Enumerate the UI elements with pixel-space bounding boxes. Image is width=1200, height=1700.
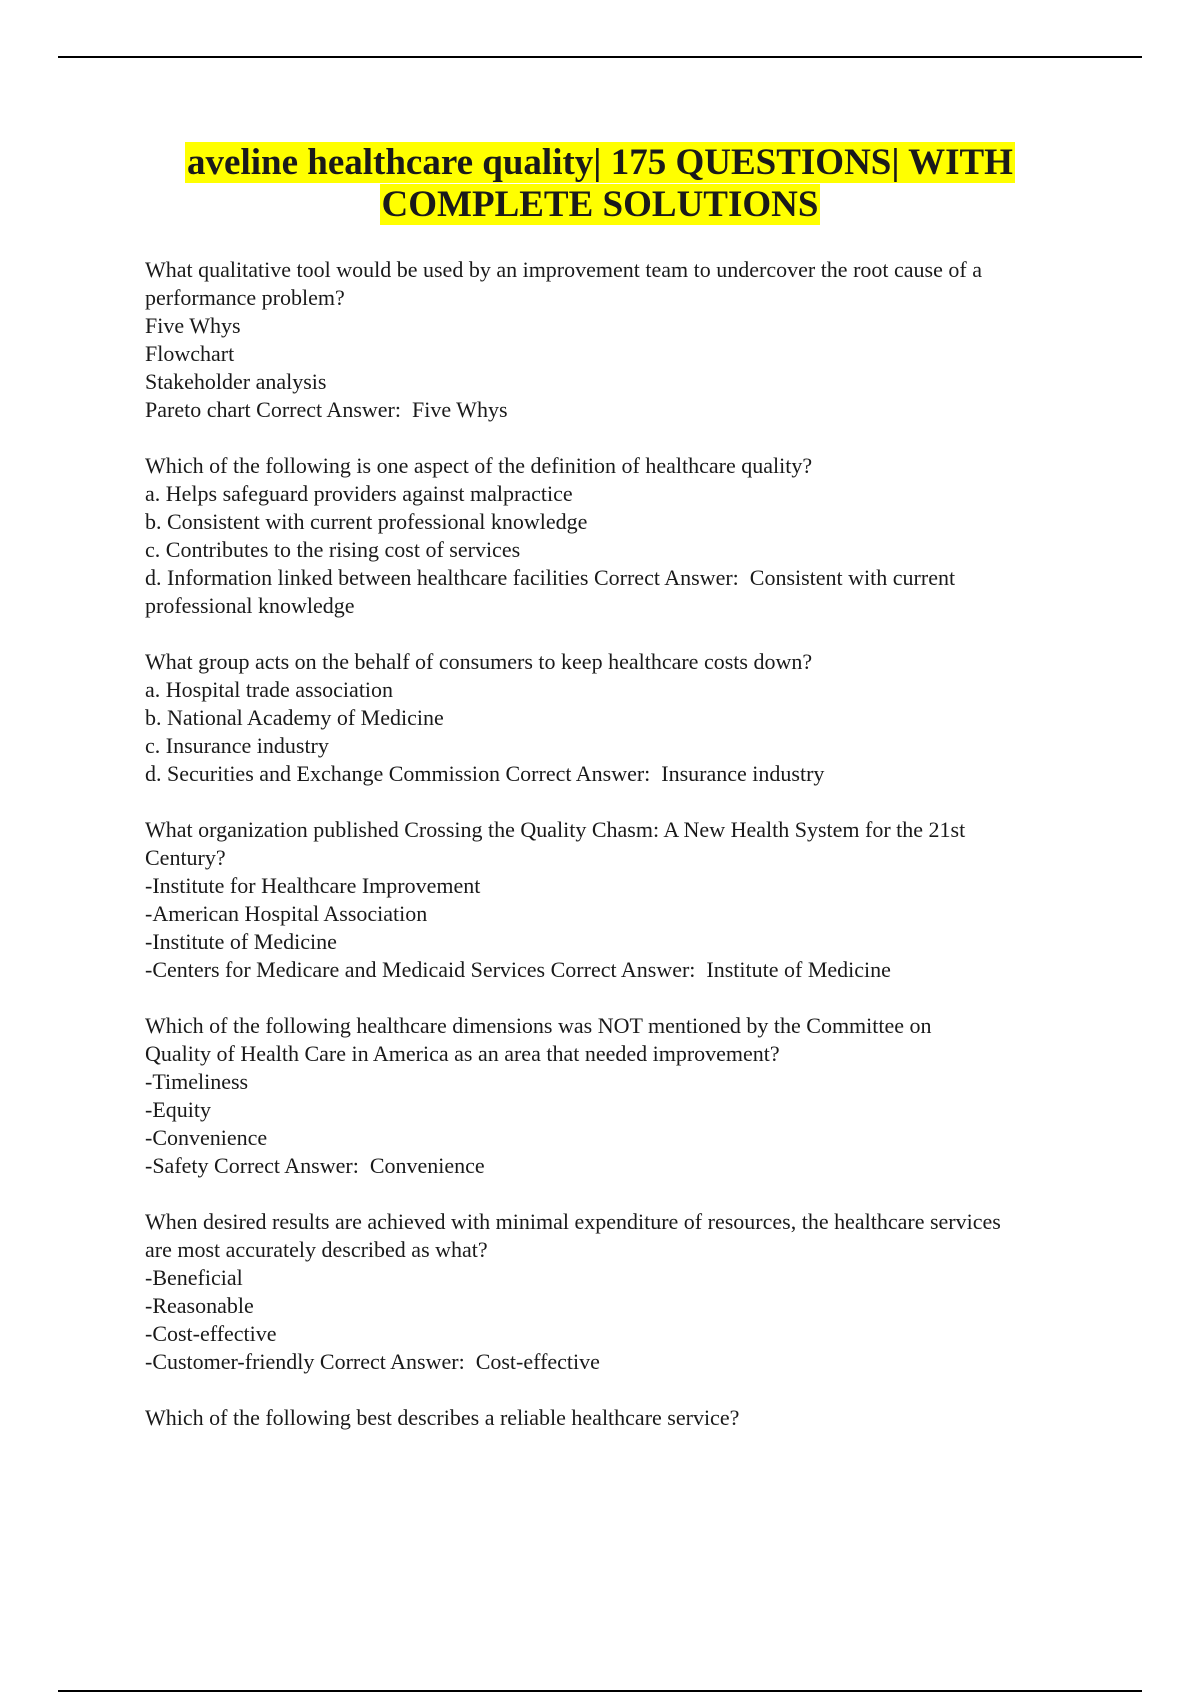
question-list [145, 256, 1105, 1460]
title-line-1: aveline healthcare quality| 175 QUESTIONS| WITH [187, 142, 1013, 183]
question-block [145, 648, 1105, 788]
answer-option: -Timeliness [145, 1069, 249, 1094]
answer-option-with-correct-answer: -Safety Correct Answer: Convenience [145, 1153, 485, 1178]
answer-option-with-correct-answer: -Customer-friendly Correct Answer: Cost-effective [145, 1349, 600, 1374]
answer-option: -American Hospital Association [145, 901, 428, 926]
question-text: When desired results are achieved with minimal expenditure of resources, the healthcare services [145, 1209, 1001, 1234]
answer-option-with-correct-answer: d. Information linked between healthcare facilities Correct Answer: Consistent with current [145, 565, 956, 590]
title-line-2: COMPLETE SOLUTIONS [381, 184, 819, 225]
question-text: Quality of Health Care in America as an area that needed improvement? [145, 1041, 780, 1066]
answer-option-with-correct-answer: -Centers for Medicare and Medicaid Services Correct Answer: Institute of Medicine [145, 957, 891, 982]
answer-option: Five Whys [145, 313, 241, 338]
answer-option: Flowchart [145, 341, 235, 366]
answer-option-with-correct-answer: d. Securities and Exchange Commission Correct Answer: Insurance industry [145, 761, 825, 786]
top-rule [58, 56, 1142, 58]
answer-option: -Institute for Healthcare Improvement [145, 873, 481, 898]
answer-option: b. Consistent with current professional knowledge [145, 509, 588, 534]
question-text: Which of the following healthcare dimensions was NOT mentioned by the Committee on [145, 1013, 932, 1038]
question-text: Which of the following best describes a reliable healthcare service? [145, 1405, 740, 1430]
question-text: What organization published Crossing the Quality Chasm: A New Health System for the 21st [145, 817, 966, 842]
bottom-rule [58, 1690, 1142, 1692]
answer-option: a. Helps safeguard providers against malpractice [145, 481, 573, 506]
answer-option: Stakeholder analysis [145, 369, 327, 394]
answer-option: c. Insurance industry [145, 733, 329, 758]
answer-option: a. Hospital trade association [145, 677, 394, 702]
answer-option: -Convenience [145, 1125, 268, 1150]
question-block [145, 256, 1105, 424]
question-block [145, 1012, 1105, 1180]
answer-option: b. National Academy of Medicine [145, 705, 444, 730]
answer-option: -Cost-effective [145, 1321, 277, 1346]
question-block [145, 452, 1105, 620]
question-block [145, 816, 1105, 984]
question-text: are most accurately described as what? [145, 1237, 488, 1262]
question-text: performance problem? [145, 285, 345, 310]
answer-option: -Beneficial [145, 1265, 243, 1290]
answer-option: -Equity [145, 1097, 211, 1122]
question-block [145, 1208, 1105, 1376]
question-text: Century? [145, 845, 226, 870]
question-text: Which of the following is one aspect of the definition of healthcare quality? [145, 453, 813, 478]
answer-option: c. Contributes to the rising cost of services [145, 537, 521, 562]
answer-option: -Institute of Medicine [145, 929, 337, 954]
correct-answer-continued: professional knowledge [145, 593, 355, 618]
document-title [100, 142, 1100, 226]
question-text: What qualitative tool would be used by an improvement team to undercover the root cause of a [145, 257, 982, 282]
answer-option-with-correct-answer: Pareto chart Correct Answer: Five Whys [145, 397, 508, 422]
question-block [145, 1404, 1105, 1432]
answer-option: -Reasonable [145, 1293, 254, 1318]
question-text: What group acts on the behalf of consumers to keep healthcare costs down? [145, 649, 813, 674]
